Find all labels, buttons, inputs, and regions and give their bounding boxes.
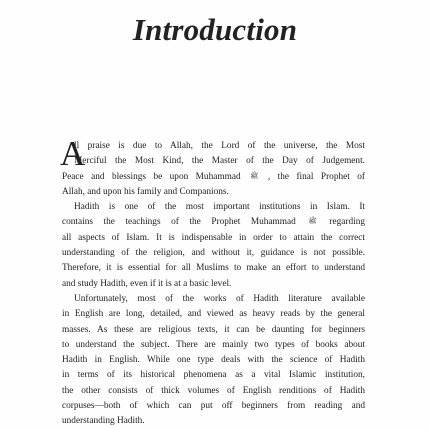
text-line: the other consists of thick volumes of English renditions of Hadith (62, 385, 365, 396)
text-line: in terms of its historical phenomena as a vital Islamic institution, (62, 370, 365, 381)
honorific-icon: ﷺ (250, 171, 259, 180)
honorific-icon: ﷺ (308, 217, 317, 226)
paragraph-opening (60, 134, 365, 200)
text-line (62, 215, 365, 230)
text-line: to understand the subject. There are mainly two types of books about (62, 339, 365, 350)
text-segment: regarding (318, 217, 365, 228)
text-line: Allah, and upon his family and Companions. (62, 186, 229, 197)
text-line: masses. As these are religious texts, it can be daunting for beginners (62, 324, 365, 335)
body-text (60, 134, 365, 430)
text-line: Hadith is one of the most important institutions in Islam. It (74, 202, 365, 213)
text-line: understanding Hadith. (62, 416, 145, 427)
paragraph-hadith-importance (62, 200, 365, 292)
chapter-title: Introduction (132, 12, 298, 47)
text-line: ll praise is due to Allah, the Lord of the universe, the Most (74, 141, 365, 151)
text-line: corpuses—both of which can put off beginners from reading and (62, 401, 365, 412)
text-line: Therefore, it is essential for all Muslims to make an effort to understand (62, 263, 365, 274)
paragraph-english-literature (62, 292, 365, 430)
text-line: Unfortunately, most of the works of Hadith literature available (74, 293, 365, 304)
text-segment: contains the teachings of the Prophet Muhammad (62, 217, 307, 228)
text-segment: , the final Prophet of (260, 171, 365, 182)
text-line: Hadith in English. While one type deals with the science of Hadith (62, 355, 365, 366)
text-line: all aspects of Islam. It is indispensable in order to attain the correct (62, 232, 365, 243)
text-line: and study Hadith, even if it is at a basic level. (62, 278, 232, 289)
text-line: understanding of the religion, and without it, guidance is not possible. (62, 248, 365, 259)
text-segment: Peace and blessings be upon Muhammad (62, 171, 249, 182)
text-line (62, 170, 365, 185)
text-line: Merciful the Most Kind, the Master of the Day of Judgement. (74, 156, 365, 167)
text-line: in English are long, detailed, and viewed as heavy reads by the general (62, 309, 365, 320)
drop-cap: A (60, 134, 86, 173)
